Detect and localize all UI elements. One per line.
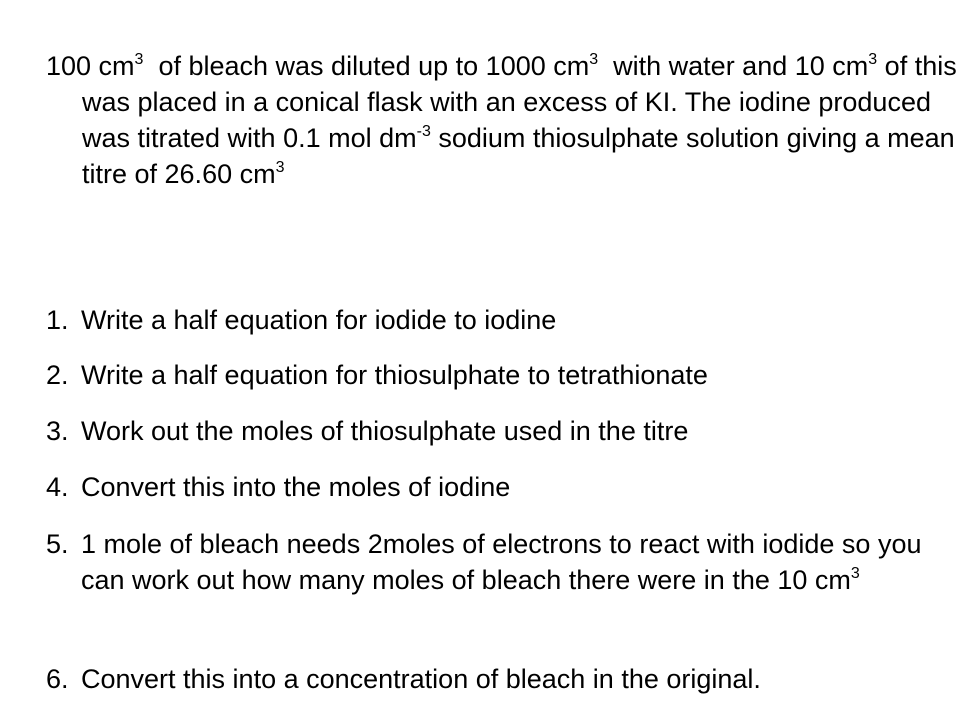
superscript: 3	[275, 159, 285, 176]
question-text: Write a half equation for thiosulphate to tetrathionate	[81, 360, 708, 390]
question-text: Write a half equation for iodide to iodine	[81, 305, 557, 335]
question-item	[46, 302, 960, 338]
question-item	[46, 661, 960, 697]
intro-text: with water and 10 cm	[598, 51, 869, 81]
question-number: 6.	[46, 664, 69, 694]
intro-text: sodium thiosulphate solution giving a mean titre of 26.60 cm	[82, 123, 955, 189]
question-number: 1.	[46, 305, 69, 335]
question-number: 4.	[46, 472, 69, 502]
superscript: 3	[850, 565, 860, 582]
superscript: 3	[589, 51, 599, 68]
question-text: Convert this into the moles of iodine	[81, 472, 511, 502]
question-number: 3.	[46, 416, 69, 446]
problem-statement	[46, 48, 960, 192]
question-number: 5.	[46, 529, 69, 559]
question-text: 1 mole of bleach needs 2moles of electrons to react with iodide so you can work out how many moles of bleach there were in the 10 cm	[81, 529, 922, 595]
question-item	[46, 469, 960, 505]
intro-text: of this was placed in a conical flask with an excess of KI. The iodine produced was titrated with 0.1 mol dm	[82, 51, 957, 153]
question-item	[46, 526, 960, 598]
question-text: Convert this into a concentration of bleach in the original.	[81, 664, 761, 694]
superscript: -3	[416, 123, 431, 140]
question-item	[46, 357, 960, 393]
intro-text: 100 cm	[46, 51, 135, 81]
question-number: 2.	[46, 360, 69, 390]
question-text: Work out the moles of thiosulphate used in the titre	[81, 416, 689, 446]
question-item	[46, 413, 960, 449]
superscript: 3	[868, 51, 878, 68]
intro-text: of bleach was diluted up to 1000 cm	[143, 51, 590, 81]
superscript: 3	[134, 51, 144, 68]
